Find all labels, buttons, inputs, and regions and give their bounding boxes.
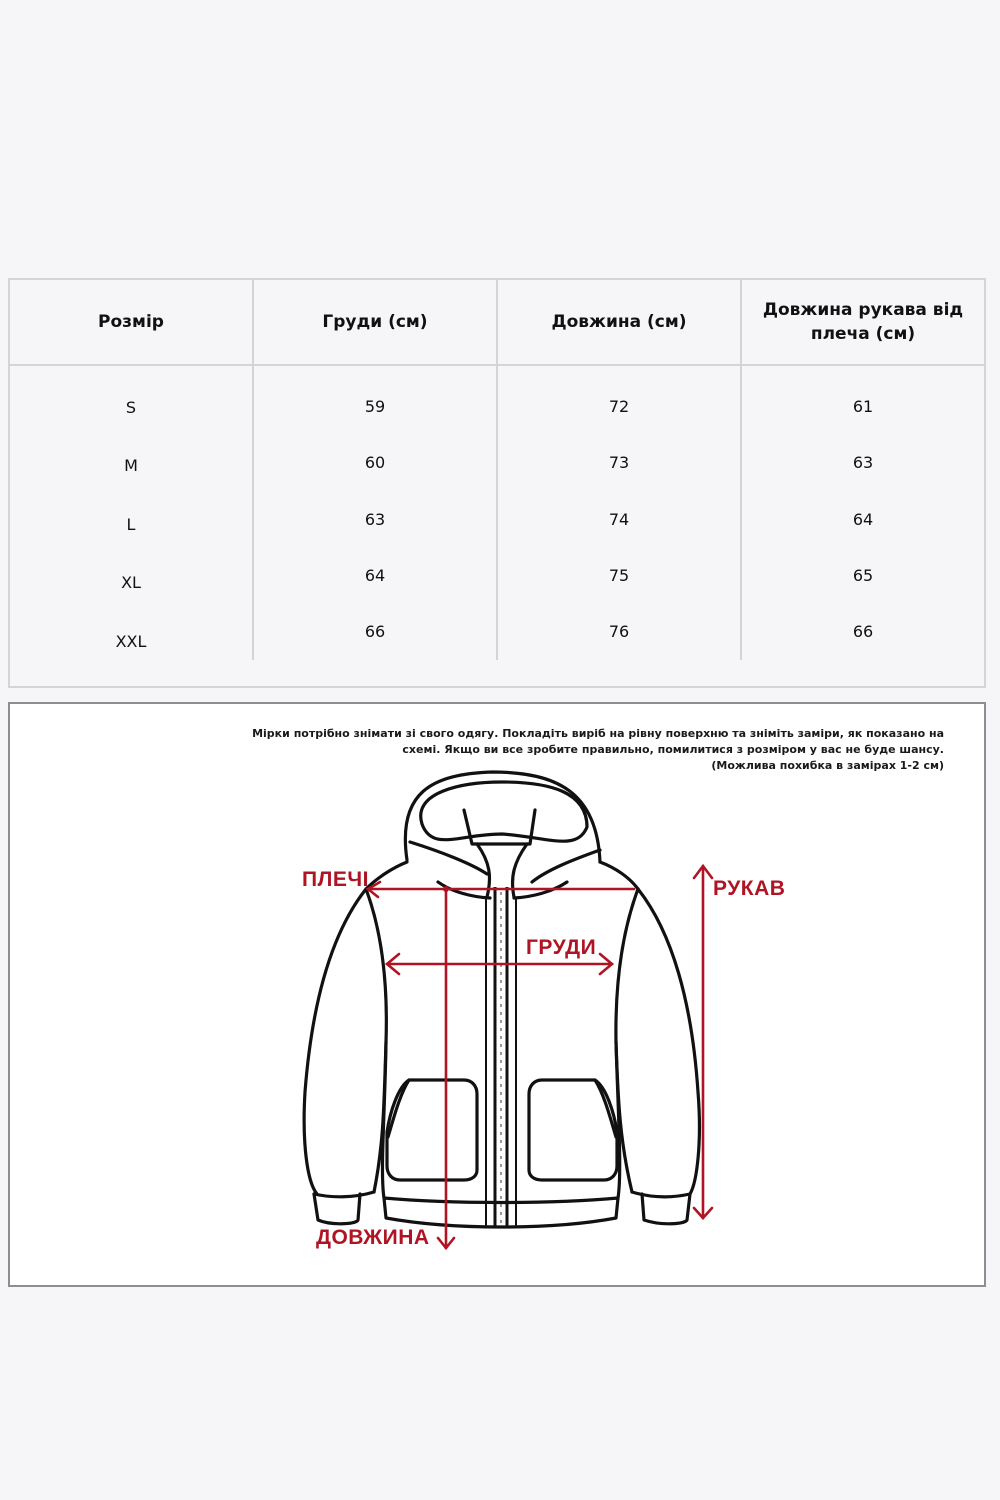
header-length: Довжина (см) <box>496 280 740 364</box>
cell-length: 73 <box>608 453 630 473</box>
sleeve-left-outer <box>304 889 366 1194</box>
cell-size: XXL <box>115 631 147 651</box>
measurement-diagram <box>8 702 986 1287</box>
cell-sleeve: 63 <box>852 453 874 473</box>
column-length <box>496 364 740 660</box>
instruction-line: схемі. Якщо ви все зробите правильно, помилитися з розміром у вас не буде шансу. <box>402 743 944 756</box>
length-start-dot <box>443 886 449 892</box>
shoulder-right <box>600 862 638 889</box>
jacket-outline <box>304 772 699 1227</box>
cuff-right <box>642 1194 690 1224</box>
instruction-line: (Можлива похибка в замірах 1-2 см) <box>711 759 944 772</box>
table-body <box>10 364 984 660</box>
column-size <box>10 364 252 686</box>
header-size: Розмір <box>98 312 164 332</box>
cuff-left-top <box>314 1192 374 1197</box>
column-sleeve <box>740 364 984 660</box>
hood-fold-left <box>410 842 487 874</box>
cell-chest: 59 <box>364 396 386 416</box>
header-chest: Груди (см) <box>252 280 496 364</box>
body-side-left <box>382 1042 386 1198</box>
hood-opening <box>464 810 535 844</box>
jacket-illustration <box>10 704 988 1289</box>
cell-size: S <box>125 397 137 417</box>
cell-sleeve: 61 <box>852 396 874 416</box>
cell-size: M <box>124 456 138 476</box>
cell-length: 74 <box>608 509 630 529</box>
cuff-left <box>314 1194 360 1224</box>
sleeve-right-outer <box>638 889 699 1194</box>
size-table <box>8 278 986 688</box>
cell-sleeve: 66 <box>852 622 874 642</box>
label-chest: ГРУДИ <box>526 936 597 959</box>
cell-chest: 66 <box>364 622 386 642</box>
shoulder-left <box>366 862 407 889</box>
cell-sleeve: 64 <box>852 509 874 529</box>
label-shoulders: ПЛЕЧІ <box>302 868 369 891</box>
cell-chest: 63 <box>364 509 386 529</box>
header-sleeve: Довжина рукава від плеча (см) <box>740 280 984 364</box>
cell-size: L <box>126 514 136 534</box>
cell-length: 72 <box>608 396 630 416</box>
cell-size: XL <box>121 573 141 593</box>
zipper <box>486 887 516 1228</box>
table-header-row <box>10 280 984 366</box>
cell-length: 76 <box>608 622 630 642</box>
instruction-line: Мірки потрібно знімати зі свого одягу. Покладіть виріб на рівну поверхню та зніміть заміри, як показано на <box>252 727 944 740</box>
body-side-right <box>616 1042 620 1198</box>
cell-length: 75 <box>608 565 630 585</box>
cell-sleeve: 65 <box>852 565 874 585</box>
cell-chest: 60 <box>364 453 386 473</box>
cell-chest: 64 <box>364 565 386 585</box>
hood-rim <box>421 782 587 841</box>
column-chest <box>252 364 496 660</box>
label-sleeve: РУКАВ <box>713 877 786 900</box>
label-length: ДОВЖИНА <box>316 1226 430 1249</box>
hood-fold-right <box>532 850 600 882</box>
